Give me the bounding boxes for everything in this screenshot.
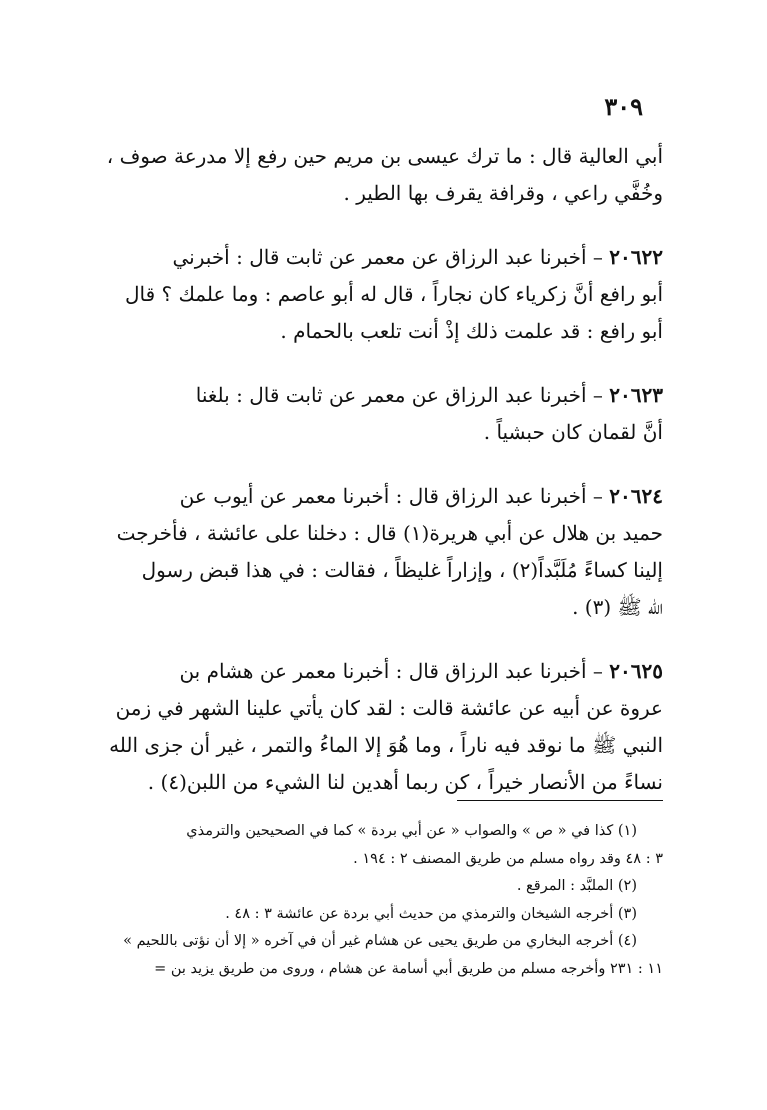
hadith-number: ٢٠٦٢٢ (609, 245, 663, 269)
footnote-line: ١١ : ٢٣١ وأخرجه مسلم من طريق أبي أسامة عن هشام ، وروى من طريق يزيد بن = (154, 960, 663, 977)
hadith-number: ٢٠٦٢٤ (609, 484, 663, 508)
text-line: أنَّ لقمان كان حبشياً . (483, 420, 663, 444)
text-line: أبو رافع أنَّ زكرياء كان نجاراً ، قال له أبو عاصم : وما علمك ؟ قال (124, 282, 663, 306)
text-line (103, 653, 663, 690)
footnotes (103, 818, 663, 983)
footnote-line: (٤) أخرجه البخاري من طريق يحيى عن هشام غير أن في آخره « إلا أن نؤتى باللحيم » (123, 933, 637, 949)
text-line: وخُفَّي راعي ، وقرافة يقرف بها الطير . (343, 181, 663, 205)
hadith-20625 (103, 653, 663, 801)
text-line: حميد بن هلال عن أبي هريرة(١) قال : دخلنا على عائشة ، فأخرجت (116, 521, 663, 545)
hadith-20622 (103, 239, 663, 350)
hadith-number: ٢٠٦٢٥ (609, 659, 663, 683)
page-number: ٣٠٩ (604, 92, 643, 121)
paragraph-continuation (103, 138, 663, 212)
footnote-line: (١) كذا في « ص » والصواب « عن أبي بردة » كما في الصحيحين والترمذي (186, 823, 637, 839)
text-line: النبي ﷺ ما نوقد فيه ناراً ، وما هُوَ إلا الماءُ والتمر ، غير أن جزى الله (109, 733, 663, 757)
text-line: الله ﷺ (٣) . (572, 595, 663, 619)
footnote-divider (457, 800, 663, 801)
text-segment: – أخبرنا عبد الرزاق قال : أخبرنا معمر عن أيوب عن (179, 484, 603, 508)
footnote-line: (٣) أخرجه الشيخان والترمذي من حديث أبي بردة عن عائشة ٣ : ٤٨ . (225, 905, 637, 922)
text-line: إلينا كساءً مُلَبَّداً(٢) ، وإزاراً غليظاً ، فقالت : في هذا قبض رسول (141, 558, 663, 582)
text-segment: – أخبرنا عبد الرزاق قال : أخبرنا معمر عن هشام بن (179, 659, 603, 683)
text-line (103, 478, 663, 515)
text-line: أبو رافع : قد علمت ذلك إذْ أنت تلعب بالحمام . (280, 319, 663, 343)
text-line: أبي العالية قال : ما ترك عيسى بن مريم حين رفع إلا مدرعة صوف ، (106, 144, 663, 168)
footnote-line: (٢) الملبَّد : المرقع . (516, 878, 637, 894)
hadith-20623 (103, 377, 663, 451)
footnote-line: ٣ : ٤٨ وقد رواه مسلم من طريق المصنف ٢ : ١٩٤ . (353, 850, 663, 867)
text-segment: – أخبرنا عبد الرزاق عن معمر عن ثابت قال : بلغنا (195, 383, 603, 407)
hadith-20624 (103, 478, 663, 626)
text-line (103, 377, 663, 414)
text-segment: – أخبرنا عبد الرزاق عن معمر عن ثابت قال : أخبرني (172, 245, 603, 269)
text-line: نساءً من الأنصار خيراً ، كن ربما أهدين لنا الشيء من اللبن(٤) . (147, 770, 663, 794)
text-line: عروة عن أبيه عن عائشة قالت : لقد كان يأتي علينا الشهر في زمن (115, 696, 663, 720)
hadith-number: ٢٠٦٢٣ (609, 383, 663, 407)
text-line (103, 239, 663, 276)
main-text (103, 138, 663, 828)
